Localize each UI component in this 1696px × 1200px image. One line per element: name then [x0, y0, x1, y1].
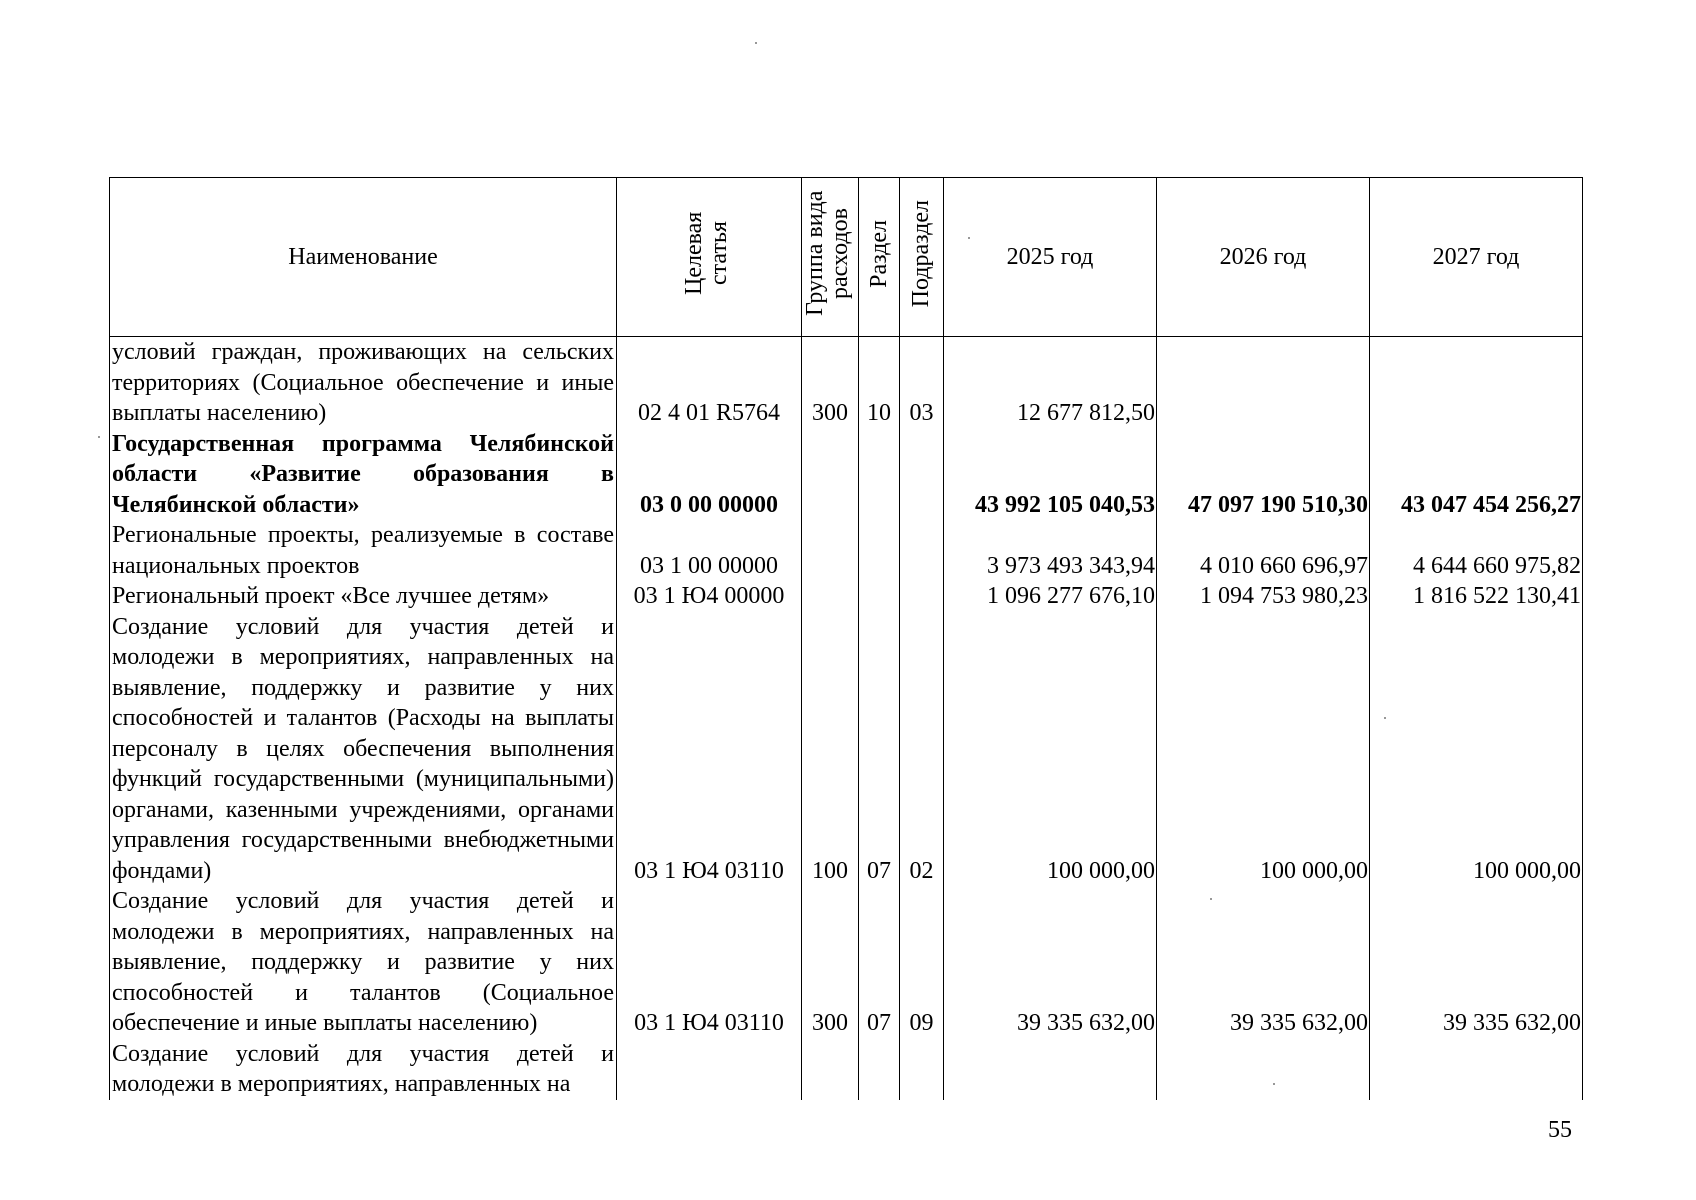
- row-y2026: 39 335 632,00: [1157, 886, 1370, 1039]
- row-name: Государственная программа Челябинской области «Развитие образования в Челябинской области»: [110, 429, 617, 521]
- table-row: [110, 520, 1583, 581]
- row-subsection: [900, 520, 944, 581]
- row-name: Региональные проекты, реализуемые в составе национальных проектов: [110, 520, 617, 581]
- row-article: 02 4 01 R5764: [617, 337, 802, 429]
- row-subsection: 03: [900, 337, 944, 429]
- row-y2027: 39 335 632,00: [1370, 886, 1583, 1039]
- row-group: 100: [802, 612, 859, 887]
- table-body: [110, 337, 1583, 1100]
- budget-table-sheet: [109, 177, 1583, 1097]
- row-article: [617, 1039, 802, 1100]
- header-year-2025: 2025 год: [944, 178, 1157, 337]
- scan-speck: [1384, 717, 1386, 719]
- row-y2027: [1370, 1039, 1583, 1100]
- row-y2027: [1370, 337, 1583, 429]
- row-y2026: 47 097 190 510,30: [1157, 429, 1370, 521]
- header-subsection: Подраздел: [900, 178, 944, 337]
- header-expense-group: Группа вида расходов: [802, 178, 859, 337]
- table-row: [110, 886, 1583, 1039]
- row-section: 10: [859, 337, 900, 429]
- row-y2025: 3 973 493 343,94: [944, 520, 1157, 581]
- row-y2027: 100 000,00: [1370, 612, 1583, 887]
- row-article: 03 1 Ю4 00000: [617, 581, 802, 612]
- row-article: 03 1 00 00000: [617, 520, 802, 581]
- header-section: Раздел: [859, 178, 900, 337]
- row-subsection: 02: [900, 612, 944, 887]
- row-y2026: [1157, 1039, 1370, 1100]
- row-group: [802, 429, 859, 521]
- table-row: [110, 429, 1583, 521]
- row-y2026: 1 094 753 980,23: [1157, 581, 1370, 612]
- row-y2025: 39 335 632,00: [944, 886, 1157, 1039]
- row-group: 300: [802, 337, 859, 429]
- row-group: [802, 1039, 859, 1100]
- scan-speck: [968, 237, 970, 239]
- header-row: [110, 178, 1583, 337]
- row-group: [802, 581, 859, 612]
- scan-speck: [98, 436, 100, 438]
- row-y2027: 43 047 454 256,27: [1370, 429, 1583, 521]
- row-y2025: 1 096 277 676,10: [944, 581, 1157, 612]
- row-y2026: 4 010 660 696,97: [1157, 520, 1370, 581]
- header-target-article: Целевая статья: [617, 178, 802, 337]
- row-name: Создание условий для участия детей и молодежи в мероприятиях, направленных на выявление, поддержку и развитие у них способностей и талантов (Социальное обеспечение и иные выплаты населению): [110, 886, 617, 1039]
- row-group: [802, 520, 859, 581]
- row-y2026: 100 000,00: [1157, 612, 1370, 887]
- row-name: Создание условий для участия детей и молодежи в мероприятиях, направленных на: [110, 1039, 617, 1100]
- row-subsection: [900, 581, 944, 612]
- header-year-2027: 2027 год: [1370, 178, 1583, 337]
- row-section: 07: [859, 886, 900, 1039]
- row-article: 03 1 Ю4 03110: [617, 886, 802, 1039]
- scan-speck: [1210, 898, 1212, 900]
- table-row: [110, 1039, 1583, 1100]
- row-section: [859, 1039, 900, 1100]
- row-section: 07: [859, 612, 900, 887]
- page-number: 55: [1548, 1117, 1572, 1143]
- row-y2026: [1157, 337, 1370, 429]
- table-row: [110, 581, 1583, 612]
- header-name: Наименование: [110, 178, 617, 337]
- budget-table: [109, 177, 1583, 1100]
- row-y2027: 4 644 660 975,82: [1370, 520, 1583, 581]
- row-group: 300: [802, 886, 859, 1039]
- row-y2025: 43 992 105 040,53: [944, 429, 1157, 521]
- row-name: Региональный проект «Все лучшее детям»: [110, 581, 617, 612]
- scan-speck: [755, 42, 757, 44]
- table-row: [110, 612, 1583, 887]
- row-article: 03 1 Ю4 03110: [617, 612, 802, 887]
- table-row: [110, 337, 1583, 429]
- row-y2025: 100 000,00: [944, 612, 1157, 887]
- row-subsection: 09: [900, 886, 944, 1039]
- row-y2025: [944, 1039, 1157, 1100]
- row-y2027: 1 816 522 130,41: [1370, 581, 1583, 612]
- row-article: 03 0 00 00000: [617, 429, 802, 521]
- row-section: [859, 581, 900, 612]
- row-name: условий граждан, проживающих на сельских территориях (Социальное обеспечение и иные выплаты населению): [110, 337, 617, 429]
- row-name: Создание условий для участия детей и молодежи в мероприятиях, направленных на выявление, поддержку и развитие у них способностей и талантов (Расходы на выплаты персоналу в целях обеспечения выполнения функций государственными (муниципальными) органами, казенными учреждениями, органами управления государственными внебюджетными фондами): [110, 612, 617, 887]
- header-year-2026: 2026 год: [1157, 178, 1370, 337]
- row-section: [859, 429, 900, 521]
- row-section: [859, 520, 900, 581]
- row-y2025: 12 677 812,50: [944, 337, 1157, 429]
- table-header: [110, 178, 1583, 337]
- row-subsection: [900, 429, 944, 521]
- row-subsection: [900, 1039, 944, 1100]
- scan-speck: [1273, 1083, 1275, 1085]
